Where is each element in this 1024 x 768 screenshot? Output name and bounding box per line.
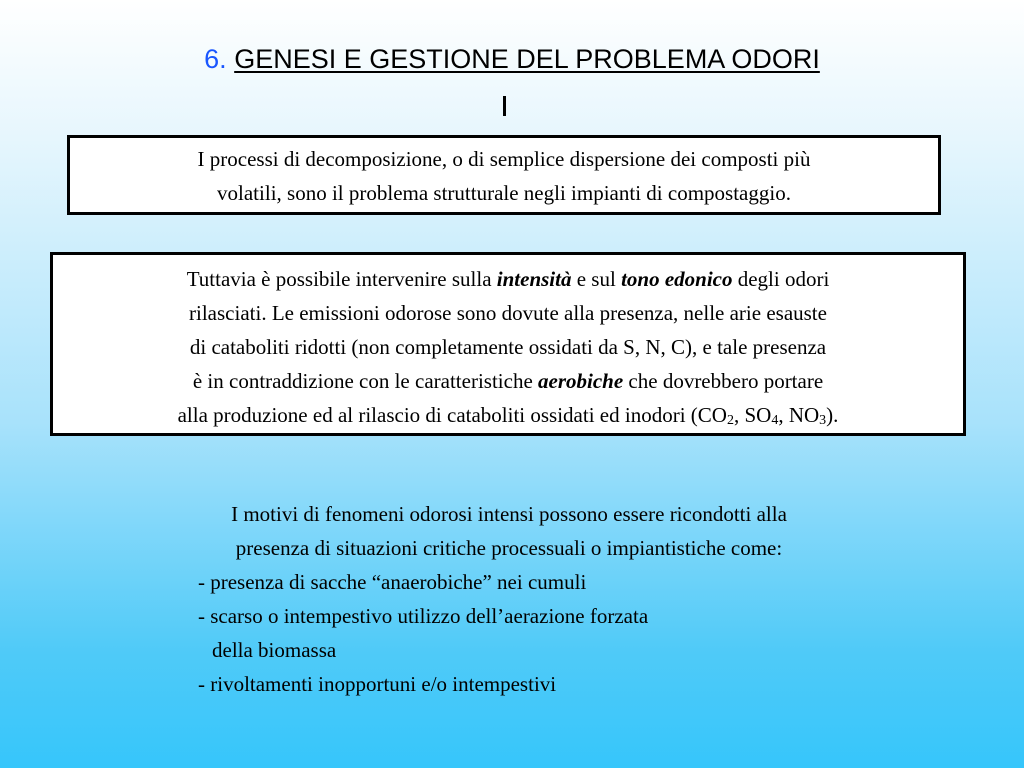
text-run: , SO [733, 403, 772, 427]
slide-title [0, 42, 1024, 76]
causes-list [0, 565, 1024, 701]
causes-intro-line-2: presenza di situazioni critiche processuali o impiantistiche come: [235, 536, 783, 560]
list-item: - scarso o intempestivo utilizzo dell’aerazione forzata [198, 604, 649, 628]
intro-textbox [67, 135, 941, 215]
list-item-continuation: della biomassa [212, 638, 337, 662]
emissions-line-5 [53, 398, 963, 432]
text-run: che dovrebbero portare [623, 369, 824, 393]
text-run: , NO [778, 403, 820, 427]
emphasis-intensita: intensità [496, 267, 572, 291]
subscript: 4 [771, 413, 779, 428]
emissions-line-1 [53, 262, 963, 296]
text-run: ). [826, 403, 839, 427]
causes-intro-line-1: I motivi di fenomeni odorosi intensi possono essere ricondotti alla [231, 502, 787, 526]
title-text: GENESI E GESTIONE DEL PROBLEMA ODORI [234, 44, 820, 74]
emphasis-tono-edonico: tono edonico [621, 267, 733, 291]
text-run: Tuttavia è possibile intervenire sulla [186, 267, 497, 291]
subscript: 2 [726, 413, 734, 428]
emphasis-aerobiche: aerobiche [538, 369, 624, 393]
emissions-textbox [50, 252, 966, 436]
emissions-line-3: di cataboliti ridotti (non completamente ossidati da S, N, C), e tale presenza [189, 335, 827, 359]
text-run: è in contraddizione con le caratteristiche [192, 369, 539, 393]
title-number: 6. [204, 44, 227, 74]
text-cursor-mark [503, 96, 506, 116]
text-run: alla produzione ed al rilascio di cataboliti ossidati ed inodori (CO [177, 403, 727, 427]
text-run: degli odori [732, 267, 830, 291]
list-item: - rivoltamenti inopportuni e/o intempestivi [198, 672, 557, 696]
list-item: - presenza di sacche “anaerobiche” nei cumuli [198, 570, 587, 594]
text-run: e sul [571, 267, 622, 291]
causes-section [0, 497, 1024, 701]
emissions-line-4 [53, 364, 963, 398]
subscript: 3 [819, 413, 827, 428]
intro-line-1: I processi di decomposizione, o di semplice dispersione dei composti più [197, 147, 811, 171]
intro-line-2: volatili, sono il problema strutturale negli impianti di compostaggio. [217, 181, 791, 205]
emissions-line-2: rilasciati. Le emissioni odorose sono dovute alla presenza, nelle arie esauste [189, 301, 827, 325]
